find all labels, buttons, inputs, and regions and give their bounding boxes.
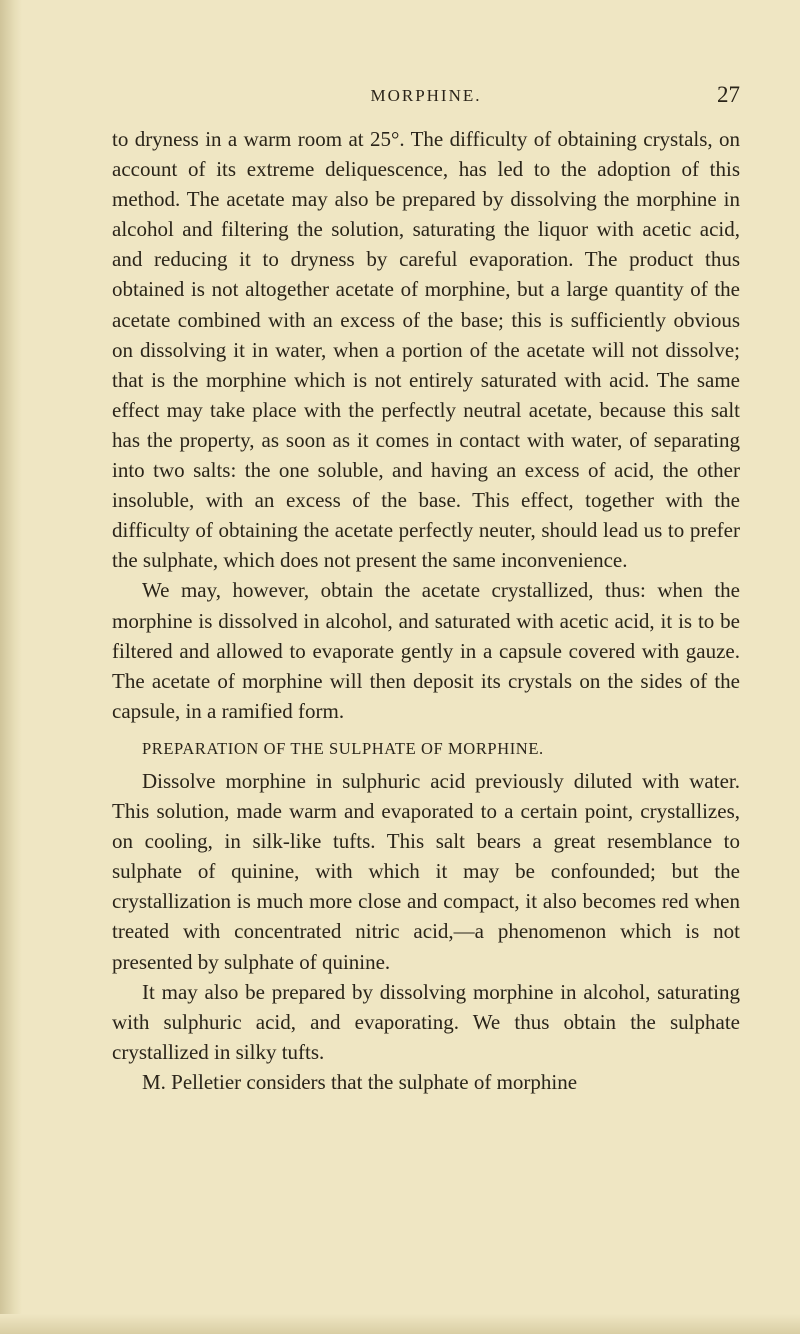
page-header — [112, 84, 740, 114]
page-edge-shadow — [0, 0, 22, 1334]
section-heading: PREPARATION OF THE SULPHATE OF MORPHINE. — [142, 738, 544, 758]
running-head: MORPHINE. — [370, 86, 482, 105]
paragraph-continuation: to dryness in a warm room at 25°. The difficulty of obtaining crystals, on account of its extreme deliquescence, has led to the adoption of this method. The acetate may also be prepared by dissolving the morphine in alcohol and filtering the solution, saturating the liquor with acetic acid, and reducing it to dryness by careful evaporation. The product thus obtained is not altogether acetate of morphine, but a large quantity of the acetate combined with an excess of the base; this is sufficiently obvious on dissolving it in water, when a portion of the acetate will not dissolve; that is the morphine which is not entirely saturated with acid. The same effect may take place with the perfectly neutral acetate, because this salt has the property, as soon as it comes in contact with water, of separating into two salts: the one soluble, and having an excess of acid, the other insoluble, with an excess of the base. This effect, together with the difficulty of obtaining the acetate perfectly neuter, should lead us to prefer the sulphate, which does not present the same inconvenience. — [112, 127, 740, 573]
paragraph-pelletier: M. Pelletier considers that the sulphate of morphine — [142, 1069, 578, 1094]
paragraph-dissolve-morphine: Dissolve morphine in sulphuric acid previously diluted with water. This solution, made warm and evaporated to a certain point, crystallizes, on cooling, in silk-like tufts. This salt bears a great resemblance to sulphate of quinine, with which it may be confounded; but the crystallization is much more close and compact, it also becomes red when treated with concentrated nitric acid,—a phenomenon which is not presented by sulphate of quinine. — [112, 768, 740, 974]
page-bottom-shadow — [0, 1314, 800, 1334]
paragraph-alcohol-method: It may also be prepared by dissolving morphine in alcohol, saturating with sulphuric acid, and evaporating. We thus obtain the sulphate crystallized in silky tufts. — [112, 979, 740, 1064]
page-number: 27 — [717, 82, 740, 107]
page-body — [112, 124, 740, 1097]
paragraph-acetate-crystallized: We may, however, obtain the acetate crystallized, thus: when the morphine is dissolved in alcohol, and saturated with acetic acid, it is to be filtered and allowed to evaporate gently in a capsule covered with gauze. The acetate of morphine will then deposit its crystals on the sides of the capsule, in a ramified form. — [112, 578, 740, 723]
